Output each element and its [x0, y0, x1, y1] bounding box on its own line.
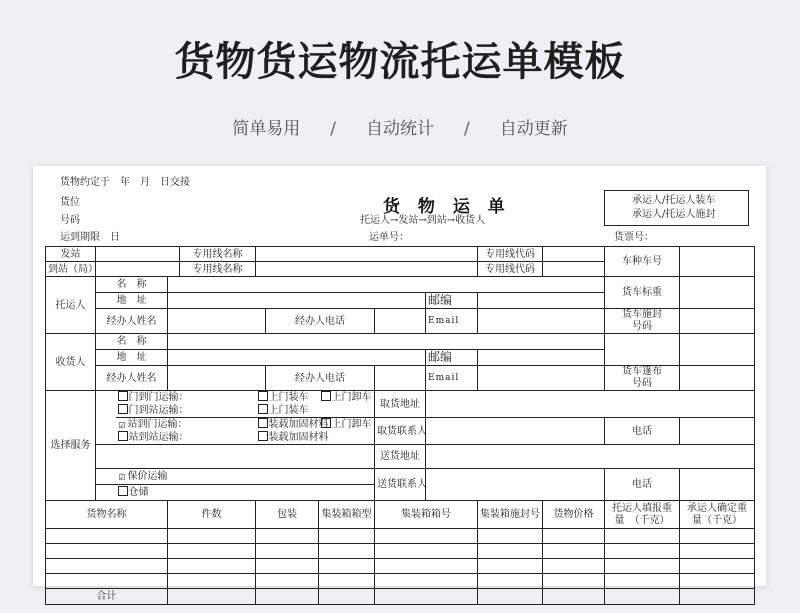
deadline-label: 运到期限 日 — [60, 232, 120, 243]
shipper-handler-name-label: 经办人姓名 — [96, 309, 168, 334]
pickup-address-field[interactable] — [426, 391, 755, 418]
car-mark-weight-field[interactable] — [680, 277, 755, 309]
insured-label: 保价运输 — [127, 471, 168, 482]
col-container-seal: 集装箱施封号 — [478, 501, 543, 529]
insured-spacer — [96, 469, 116, 485]
service-station-to-door-checkbox[interactable]: ☑ — [118, 421, 126, 430]
flow-text: 托运人→发站→到站→收货人 — [360, 215, 486, 226]
waybill-form — [45, 246, 755, 605]
shipper-name-field[interactable] — [168, 277, 605, 293]
delivery-address-field[interactable] — [426, 445, 755, 469]
col-container-no: 集装箱箱号 — [375, 501, 478, 529]
consignee-label: 收货人 — [46, 334, 96, 391]
col-shipper-weight — [605, 501, 680, 529]
waybill-no-label: 运单号： — [369, 232, 409, 243]
dedicated-line-code-label: 专用线代码 — [478, 262, 543, 277]
reinforce-checkbox-1[interactable] — [258, 418, 268, 428]
car-seal-no-line-2: 号码 — [632, 321, 653, 332]
car-seal-no-line-1: 货车施封 — [622, 309, 663, 320]
consignee-email-field[interactable] — [478, 366, 605, 391]
separator: / — [330, 119, 336, 139]
car-tarp-no-line-1: 货车篷布 — [622, 366, 663, 377]
col-cargo-value: 货物价格 — [543, 501, 605, 529]
consignee-address-field[interactable] — [168, 350, 426, 366]
storage-spacer — [96, 485, 116, 501]
service-reinforce-options — [256, 418, 329, 445]
shipper-handler-phone-field[interactable] — [375, 309, 426, 334]
service-door-to-door-checkbox[interactable] — [118, 391, 128, 401]
dedicated-line-code-label: 专用线代码 — [478, 247, 543, 262]
dedicated-line-name-label: 专用线名称 — [180, 247, 256, 262]
car-seal-no-label — [605, 309, 680, 334]
number-label: 号码 — [60, 215, 80, 226]
table-row — [46, 574, 755, 589]
consignee-postcode-label: 邮编 — [426, 350, 478, 366]
shipper-label: 托运人 — [46, 277, 96, 334]
col-cargo-name: 货物名称 — [46, 501, 168, 529]
consignee-address-label: 地 址 — [96, 350, 168, 366]
shipper-email-label: Email — [426, 309, 478, 334]
unload-door-checkbox-2[interactable] — [321, 418, 331, 428]
col-packing: 包装 — [256, 501, 319, 529]
pickup-contact-label: 取货联系人 — [375, 418, 426, 445]
shipper-handler-name-field[interactable] — [168, 309, 266, 334]
ticket-no-label: 货票号： — [614, 232, 654, 243]
load-door-label-2: 上门装车 — [268, 405, 309, 416]
page-title: 货物货运物流托运单模板 — [174, 39, 626, 85]
car-tarp-no-field[interactable] — [680, 366, 755, 391]
feature-tagline — [0, 114, 800, 139]
service-door-to-station-label: 门到站运输： — [128, 405, 189, 416]
table-row — [46, 559, 755, 574]
service-unload-option — [319, 391, 375, 418]
col-shipper-weight-line-1: 托运人填报重 — [612, 502, 673, 514]
service-station-to-station-checkbox[interactable] — [118, 431, 128, 441]
depart-station-label: 发站 — [46, 247, 96, 262]
load-door-label-1: 上门装车 — [268, 392, 309, 403]
car-type-no-label: 车种车号 — [605, 247, 680, 277]
storage-label: 仓储 — [128, 487, 149, 498]
consignee-handler-name-label: 经办人姓名 — [96, 366, 168, 391]
depart-station-field[interactable] — [96, 247, 180, 262]
car-tarp-no-label — [605, 366, 680, 391]
arrive-station-field[interactable] — [96, 262, 180, 277]
pickup-address-label: 取货地址 — [375, 391, 426, 418]
consignee-handler-phone-label: 经办人电话 — [266, 366, 375, 391]
service-door-to-station-checkbox[interactable] — [118, 404, 128, 414]
service-station-to-door-label: 站到门运输： — [127, 419, 188, 430]
service-spacer — [96, 391, 116, 445]
unload-door-label-2: 上门卸车 — [331, 419, 372, 430]
dedicated-line-name-label: 专用线名称 — [180, 262, 256, 277]
service-blank-row — [96, 445, 375, 469]
shipper-handler-phone-label: 经办人电话 — [266, 309, 375, 334]
col-container-type: 集装箱箱型 — [319, 501, 375, 529]
reinforce-checkbox-2[interactable] — [258, 431, 268, 441]
delivery-address-label: 送货地址 — [375, 445, 426, 469]
feature-stats: 自动统计 — [366, 119, 434, 139]
shipper-address-label: 地 址 — [96, 293, 168, 309]
carrier-line-1: 承运人/托运人装车 — [632, 195, 716, 206]
arrive-station-label: 到站（局） — [46, 262, 96, 277]
consignee-postcode-field[interactable] — [478, 350, 605, 366]
separator: / — [464, 119, 470, 139]
car-seal-no-field[interactable] — [680, 309, 755, 334]
table-row — [46, 544, 755, 559]
col-shipper-weight-line-2: 量 （千克） — [614, 514, 670, 526]
insured-option — [116, 469, 375, 485]
table-row — [46, 529, 755, 544]
delivery-contact-label: 送货联系人 — [375, 469, 426, 501]
unload-door-label-1: 上门卸车 — [331, 392, 372, 403]
car-type-no-field[interactable] — [680, 247, 755, 277]
feature-easy: 简单易用 — [232, 119, 301, 139]
service-load-options — [256, 391, 319, 418]
shipper-email-field[interactable] — [478, 309, 605, 334]
service-station-options — [116, 418, 256, 445]
consignee-email-label: Email — [426, 366, 478, 391]
select-service-label: 选择服务 — [46, 391, 96, 501]
delivery-phone-label: 电话 — [605, 469, 680, 501]
service-door-options — [116, 391, 256, 418]
col-carrier-weight — [680, 501, 755, 529]
consignee-name-label: 名 称 — [96, 334, 168, 350]
shipper-postcode-field[interactable] — [478, 293, 605, 309]
insured-checkbox[interactable]: ☑ — [118, 473, 126, 482]
pickup-contact-field[interactable] — [426, 418, 605, 445]
waybill-sheet — [33, 166, 766, 602]
shipper-postcode-label: 邮编 — [426, 293, 478, 309]
dedicated-line-code-field[interactable] — [543, 247, 605, 262]
feature-update: 自动更新 — [499, 119, 568, 139]
storage-option — [116, 485, 375, 501]
carrier-stamp-box — [604, 190, 749, 226]
shipper-address-field[interactable] — [168, 293, 426, 309]
delivery-phone-field[interactable] — [680, 469, 755, 501]
pickup-phone-field[interactable] — [680, 418, 755, 445]
consignee-handler-phone-field[interactable] — [375, 366, 426, 391]
car-tarp-no-line-2: 号码 — [632, 378, 653, 389]
total-label: 合计 — [46, 589, 168, 605]
agreement-text: 货物约定于 年 月 日交接 — [60, 177, 190, 188]
reinforce-label-2: 装载加固材料 — [268, 432, 329, 443]
carrier-line-2: 承运人/托运人施封 — [632, 209, 716, 220]
consignee-handler-name-field[interactable] — [168, 366, 266, 391]
dedicated-line-name-field[interactable] — [256, 247, 478, 262]
total-row — [46, 589, 755, 605]
dedicated-line-code-field[interactable] — [543, 262, 605, 277]
waybill-title: 货 物 运 单 — [383, 197, 511, 217]
car-placeholder-cell — [605, 334, 680, 366]
consignee-name-field[interactable] — [168, 334, 605, 350]
cargo-position-label: 货位 — [60, 197, 80, 208]
unload-door-checkbox-1[interactable] — [321, 391, 331, 401]
car-placeholder-field[interactable] — [680, 334, 755, 366]
dedicated-line-name-field[interactable] — [256, 262, 478, 277]
service-station-to-station-label: 站到站运输： — [128, 432, 189, 443]
load-door-checkbox-1[interactable] — [258, 391, 268, 401]
shipper-name-label: 名 称 — [96, 277, 168, 293]
pickup-phone-label: 电话 — [605, 418, 680, 445]
col-carrier-weight-line-1: 承运人确定重 — [687, 502, 748, 514]
storage-checkbox[interactable] — [118, 486, 128, 496]
col-carrier-weight-line-2: 量（千克） — [692, 514, 743, 526]
load-door-checkbox-2[interactable] — [258, 404, 268, 414]
service-door-to-door-label: 门到门运输： — [128, 392, 189, 403]
col-pieces: 件数 — [168, 501, 256, 529]
delivery-contact-field[interactable] — [426, 469, 605, 501]
reinforce-label-1: 装载加固材料 — [268, 419, 329, 430]
car-mark-weight-label: 货车标重 — [605, 277, 680, 309]
